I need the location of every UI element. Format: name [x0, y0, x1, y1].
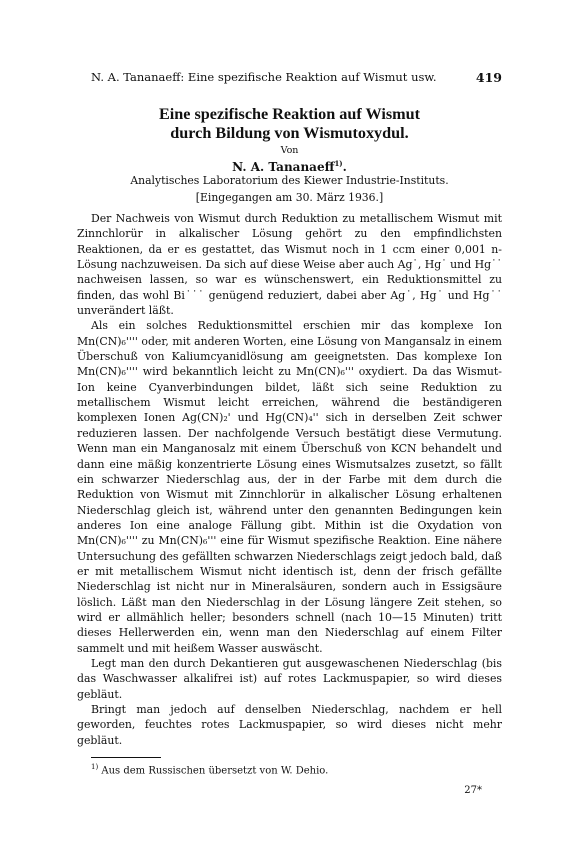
article-title [77, 105, 502, 143]
received-date: [Eingegangen am 30. März 1936.] [195, 191, 384, 204]
footnote-text: Aus dem Russischen übersetzt von W. Dehio. [101, 765, 329, 777]
paragraph-4: Bringt man jedoch auf denselben Niederschlag, nachdem er hell geworden, feuchtes rotes Lackmuspapier, so wird dieses nicht mehr gebläut. [77, 703, 502, 747]
title-line-2: durch Bildung von Wismutoxydul. [170, 124, 409, 142]
author-footnote-mark: 1) [334, 159, 343, 168]
title-line-1: Eine spezifische Reaktion auf Wismut [158, 105, 421, 123]
page-number: 419 [475, 70, 502, 85]
paragraph-3: Legt man den durch Dekantieren gut ausgewaschenen Niederschlag (bis das Waschwasser alkalifrei ist) auf rotes Lackmuspapier, so wird dieses gebläut. [77, 656, 502, 701]
paragraph-2: Als ein solches Reduktionsmittel erschien mir das komplexe Ion Mn(CN)₆'''' oder, mit anderen Worten, eine Lösung von Mangansalz in einem Überschuß von Kaliumcyanidlösung am geeignetsten. Das komplexe Ion Mn(CN)₆'''' wird bekanntlich leicht zu Mn(CN)₆''' oxydiert. Da das Wismut-Ion keine Cyanverbindungen bildet, läßt sich seine Reduktion zu metallischem Wismut leicht erreichen, während die beständigeren komplexen Ionen Ag(CN)₂' und Hg(CN)₄'' sich in derselben Zeit schwer reduzieren lassen. Der nachfolgende Versuch bestätigt diese Vermutung. Wenn man ein Manganosalz mit einem Überschuß von KCN behandelt und dann eine mäßig konzentrierte Lösung eines Wismutsalzes zusetzt, so fällt ein schwarzer Niederschlag aus, der in der Farbe mit dem durch die Reduktion von Wismut mit Zinnchlorür in alkalischer Lösung erhaltenen Niederschlag gleich ist, während unter den genannten Bedingungen kein anderes Ion eine analoge Fällung gibt. Mithin ist die Oxydation von Mn(CN)₆'''' zu Mn(CN)₆''' eine für Wismut spezifische Reaktion. Eine nähere Untersuchung des gefällten schwarzen Niederschlags zeigt jedoch bald, daß er mit metallischem Wismut nicht identisch ist, denn der frisch gefällte Niederschlag ist nicht nur in Mineralsäuren, sondern auch in Essigsäure löslich. Läßt man den Niederschlag in der Lösung längere Zeit stehen, so wird er allmählich heller; besonders schnell (nach 10—15 Minuten) tritt dieses Hellerwerden ein, wenn man den Niederschlag auf einem Filter sammelt und mit heißem Wasser auswäscht. [77, 319, 502, 655]
von-label: Von [280, 145, 299, 156]
running-title: N. A. Tananaeff: Eine spezifische Reaktion auf Wismut usw. [91, 70, 437, 84]
author [77, 157, 502, 174]
footnote-rule [91, 757, 161, 758]
running-head [77, 70, 502, 85]
affiliation: Analytisches Laboratorium des Kiewer Industrie-Instituts. [130, 174, 449, 187]
footnote-mark: 1) [91, 763, 99, 772]
article-body [77, 211, 502, 748]
signature-mark: 27* [464, 785, 482, 797]
paragraph-1: Der Nachweis von Wismut durch Reduktion zu metallischem Wismut mit Zinnchlorür in alkalischer Lösung gehört zu den empfindlichsten Reaktionen, da er es gestattet, das Wismut noch in 1 ccm einer 0,001 n-Lösung nachzuweisen. Da sich auf diese Weise aber auch Ag˙, Hg˙ und Hg˙˙ nachweisen lassen, so war es wünschenswert, ein Reduktionsmittel zu finden, das wohl Bi˙˙˙ genügend reduziert, dabei aber Ag˙, Hg˙ und Hg˙˙ unverändert läßt. [77, 212, 502, 318]
author-name: N. A. Tananaeff [232, 160, 335, 174]
page [77, 70, 502, 796]
author-suffix: . [342, 160, 347, 174]
footnote [77, 761, 502, 777]
